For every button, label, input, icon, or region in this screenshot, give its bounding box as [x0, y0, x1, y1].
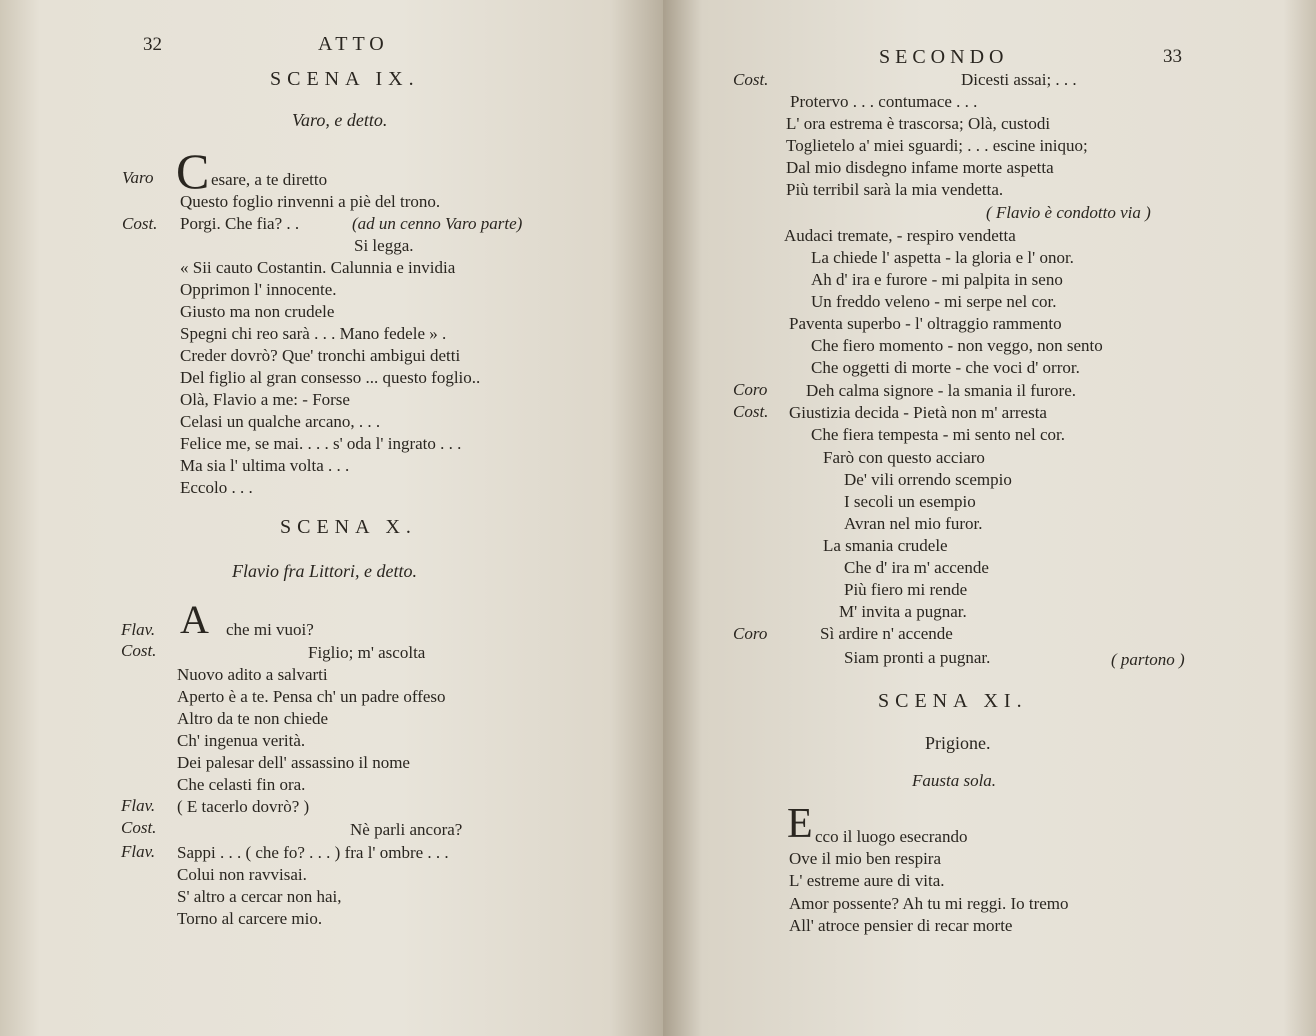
speaker-label: Coro: [733, 624, 768, 643]
page-number: 33: [1163, 46, 1182, 67]
verse-line: Avran nel mio furor.: [844, 514, 983, 533]
speaker-label: Cost.: [122, 214, 158, 233]
speaker-label: Coro: [733, 380, 768, 399]
verse-line: Audaci tremate, - respiro vendetta: [784, 226, 1016, 245]
verse-line: Spegni chi reo sarà . . . Mano fedele » .: [180, 324, 447, 343]
verse-line: Sì ardire n' accende: [820, 624, 953, 643]
verse-line: Colui non ravvisai.: [177, 865, 307, 884]
verse-line: Giusto ma non crudele: [180, 302, 335, 321]
verse-line: Ma sia l' ultima volta . . .: [180, 456, 350, 475]
speaker-label: Cost.: [121, 641, 157, 660]
verse-line: Nè parli ancora?: [350, 820, 463, 839]
verse-line: Nuovo adito a salvarti: [177, 665, 328, 684]
drop-cap: A: [180, 597, 209, 642]
verse-line: I secoli un esempio: [844, 492, 976, 511]
verse-line: Che celasti fin ora.: [177, 775, 306, 794]
verse-line: Figlio; m' ascolta: [308, 643, 426, 662]
verse-line: Che fiera tempesta - mi sento nel cor.: [811, 425, 1065, 444]
speaker-label: Flav.: [121, 796, 156, 815]
running-head: SECONDO: [879, 46, 1009, 68]
scene-heading: SCENA IX.: [270, 68, 420, 90]
verse-line: Opprimon l' innocente.: [180, 280, 337, 299]
cast-line: Fausta sola.: [912, 771, 997, 790]
verse-line: L' ora estrema è trascorsa; Olà, custodi: [786, 114, 1051, 133]
verse-line: Un freddo veleno - mi serpe nel cor.: [811, 292, 1057, 311]
verse-line: Farò con questo acciaro: [823, 448, 985, 467]
verse-line: Si legga.: [354, 236, 414, 255]
verse-line: ( E tacerlo dovrò? ): [177, 797, 310, 816]
speaker-label: Cost.: [733, 402, 769, 421]
verse-line: Questo foglio rinvenni a piè del trono.: [180, 192, 441, 211]
verse-line: Che oggetti di morte - che voci d' orror.: [811, 358, 1080, 377]
verse-line: « Sii cauto Costantin. Calunnia e invidia: [180, 258, 456, 277]
scene-heading: SCENA X.: [280, 516, 417, 538]
verse-line: Altro da te non chiede: [177, 709, 329, 728]
stage-direction: ( Flavio è condotto via ): [986, 203, 1151, 222]
verse-line: Più terribil sarà la mia vendetta.: [786, 180, 1004, 199]
verse-line: Porgi. Che fia? . .: [180, 214, 300, 233]
drop-cap: C: [176, 143, 210, 199]
page-number: 32: [143, 34, 162, 55]
verse-line: Ah d' ira e furore - mi palpita in seno: [811, 270, 1063, 289]
verse-line: All' atroce pensier di recar morte: [789, 916, 1013, 935]
verse-line: La smania crudele: [823, 536, 948, 555]
running-head: ATTO: [318, 33, 389, 55]
verse-line: Amor possente? Ah tu mi reggi. Io tremo: [789, 894, 1069, 913]
verse-line: M' invita a pugnar.: [839, 602, 967, 621]
verse-line: Più fiero mi rende: [844, 580, 968, 599]
verse-line: Olà, Flavio a me: - Forse: [180, 390, 350, 409]
verse-line: La chiede l' aspetta - la gloria e l' onor.: [811, 248, 1074, 267]
verse-line: L' estreme aure di vita.: [789, 871, 945, 890]
verse-line: Aperto è a te. Pensa ch' un padre offeso: [177, 687, 446, 706]
verse-line: Ch' ingenua verità.: [177, 731, 306, 750]
verse-line: S' altro a cercar non hai,: [177, 887, 342, 906]
speaker-label: Flav.: [121, 842, 156, 861]
verse-line: Dal mio disdegno infame morte aspetta: [786, 158, 1054, 177]
verse-line: Dicesti assai; . . .: [961, 70, 1077, 89]
speaker-label: Cost.: [733, 70, 769, 89]
verse-line: Felice me, se mai. . . . s' oda l' ingrato . . .: [180, 434, 462, 453]
stage-direction: (ad un cenno Varo parte): [352, 214, 523, 233]
verse-line: De' vili orrendo scempio: [844, 470, 1012, 489]
scene-setting: Prigione.: [925, 733, 991, 753]
verse-line: che mi vuoi?: [226, 620, 314, 639]
verse-line: Siam pronti a pugnar.: [844, 648, 991, 667]
verse-line: esare, a te diretto: [211, 170, 328, 189]
verse-line: Torno al carcere mio.: [177, 909, 323, 928]
stage-direction: ( partono ): [1111, 650, 1185, 669]
verse-line: Sappi . . . ( che fo? . . . ) fra l' ombre . . .: [177, 843, 449, 862]
verse-line: Creder dovrò? Que' tronchi ambigui detti: [180, 346, 461, 365]
verse-line: Eccolo . . .: [180, 478, 253, 497]
verse-line: Dei palesar dell' assassino il nome: [177, 753, 410, 772]
speaker-label: Cost.: [121, 818, 157, 837]
verse-line: Che d' ira m' accende: [844, 558, 989, 577]
verse-line: Giustizia decida - Pietà non m' arresta: [789, 403, 1047, 422]
verse-line: Paventa superbo - l' oltraggio rammento: [789, 314, 1062, 333]
cast-line: Flavio fra Littori, e detto.: [232, 561, 417, 581]
verse-line: Protervo . . . contumace . . .: [790, 92, 978, 111]
verse-line: Deh calma signore - la smania il furore.: [806, 381, 1077, 400]
verse-line: cco il luogo esecrando: [815, 827, 968, 846]
drop-cap: E: [787, 801, 813, 847]
scene-heading: SCENA XI.: [878, 690, 1028, 712]
verse-line: Del figlio al gran consesso ... questo foglio..: [180, 368, 481, 387]
cast-line: Varo, e detto.: [292, 110, 388, 130]
verse-line: Toglietelo a' miei sguardi; . . . escine iniquo;: [786, 136, 1088, 155]
verse-line: Che fiero momento - non veggo, non sento: [811, 336, 1103, 355]
right-page: [663, 0, 1316, 1036]
speaker-label: Varo: [122, 168, 154, 187]
speaker-label: Flav.: [121, 620, 156, 639]
verse-line: Celasi un qualche arcano, . . .: [180, 412, 381, 431]
verse-line: Ove il mio ben respira: [789, 849, 942, 868]
